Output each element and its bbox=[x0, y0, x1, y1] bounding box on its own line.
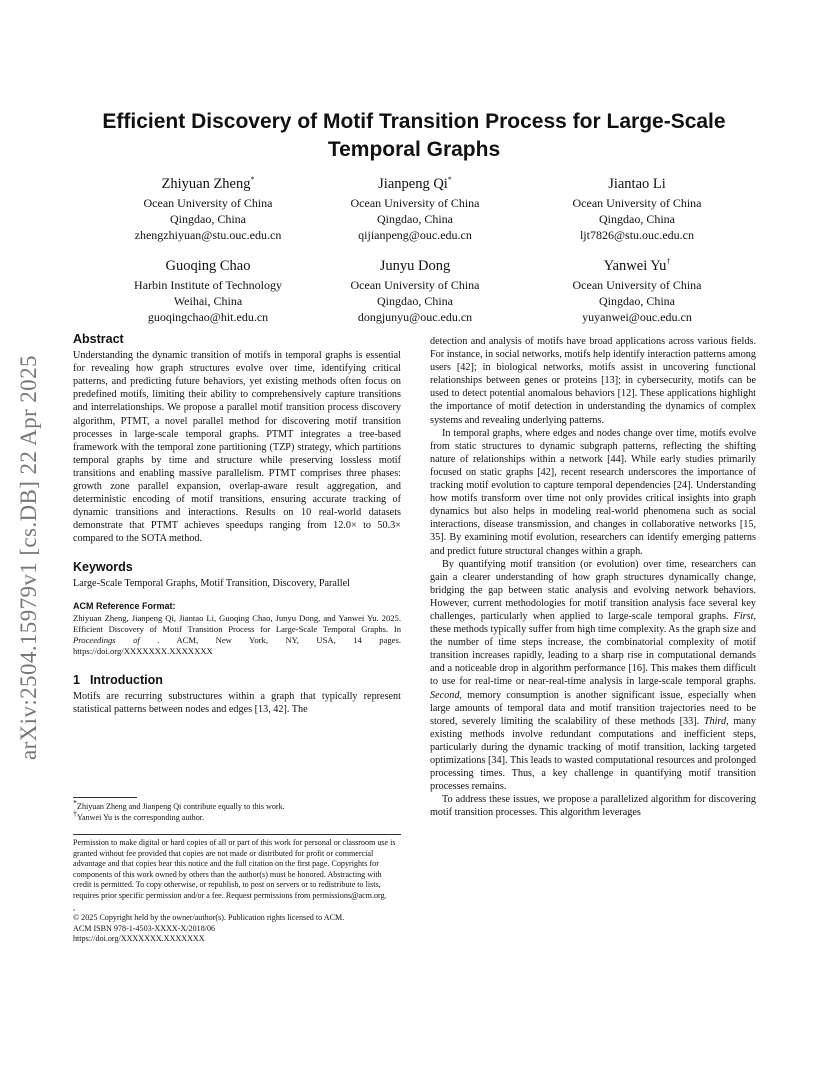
isbn-line: ACM ISBN 978-1-4503-XXXX-X/2018/06 bbox=[73, 923, 216, 933]
author-location: Qingdao, China bbox=[377, 294, 453, 308]
keywords-text: Large-Scale Temporal Graphs, Motif Transition, Discovery, Parallel bbox=[73, 577, 350, 589]
arxiv-stamp: arXiv:2504.15979v1 [cs.DB] 22 Apr 2025 bbox=[16, 355, 41, 760]
acm-ref-heading: ACM Reference Format: bbox=[73, 600, 176, 611]
author-location: Qingdao, China bbox=[599, 294, 675, 308]
author-email[interactable]: ljt7826@stu.ouc.edu.cn bbox=[579, 228, 695, 242]
permission-block bbox=[73, 838, 401, 945]
footnotes bbox=[73, 798, 401, 823]
abstract-text: Understanding the dynamic transition of motifs in temporal graphs is essential for revealing how graph structures evolve over time, identifying critical patterns, and predicting future behaviors, yet existing methods often focus on predefined motifs, limiting their ability to comprehensively capture transitions and interrelationships. We propose a parallel motif transition process discovery algorithm, PTMT, a novel parallel method for discovering motif transition processes in large-scale temporal graphs. PTMT integrates a tree-based framework with the temporal zone partitioning (TZP) strategy, which partitions temporal graphs by time and structure while preserving lossless motif transitions and enabling massive parallelism. PTMT comprises three phases: growth zone parallel expansion, overlap-aware result aggregation, and deterministic encoding of motif transitions, ensuring accurate tracking of dynamic transitions and interactions. Results on 10 real-world datasets demonstrate that PTMT achieves speedups ranging from 12.0× to 50.3× compared to the SOTA method. bbox=[73, 350, 401, 545]
footnote-equal-contribution: Zhiyuan Zheng and Jianpeng Qi contribute equally to this work. bbox=[77, 802, 285, 811]
author-email[interactable]: qijianpeng@ouc.edu.cn bbox=[358, 228, 472, 242]
body-paragraph: detection and analysis of motifs have broad applications across various fields. For instance, in social networks, motifs help identify interaction patterns among users [42]; in biological networks, motifs assist in uncovering functional relationships between genes or proteins [13]; in cybersecurity, motifs can be used to detect potential anomalous behaviors [12]. These applications highlight the importance of motif detection in understanding the dynamics of complex systems and revealing underlying patterns. bbox=[430, 336, 756, 426]
equal-contribution-mark: * bbox=[447, 175, 452, 185]
footnote-corresponding: Yanwei Yu is the corresponding author. bbox=[77, 812, 205, 822]
acm-ref-text: Zhiyuan Zheng, Jianpeng Qi, Jiantao Li, Guoqing Chao, Junyu Dong, and Yanwei Yu. 2025. Efficient Discovery of Motif Transition Process for Large-Scale Temporal Graphs. In bbox=[73, 612, 401, 634]
author-email[interactable]: dongjunyu@ouc.edu.cn bbox=[357, 310, 473, 324]
intro-paragraph: Motifs are recurring substructures within a graph that typically represent statistical patterns between nodes and edges [13, 42]. The bbox=[73, 690, 401, 715]
author-affiliation: Harbin Institute of Technology bbox=[134, 278, 282, 292]
emphasis-third: Third bbox=[703, 715, 727, 727]
author-name: Yanwei Yu bbox=[603, 258, 667, 274]
body-text: , these methods typically suffer from high time complexity. As the graph size and the number of time steps increase, the combinatorial complexity of motif transition increases rapidly, leading to a sharp rise in computational demands and a noticeable drop in algorithm performance [16]. This makes them difficult to use for real-time or near-real-time analysis in large-scale temporal graphs. bbox=[430, 610, 756, 688]
permission-rule bbox=[73, 834, 401, 835]
section-heading-introduction bbox=[73, 674, 401, 687]
equal-contribution-mark: * bbox=[250, 175, 255, 185]
permission-notice: Permission to make digital or hard copies of all or part of this work for personal or classroom use is granted without fee provided that copies are not made or distributed for profit or commercial advantage and that copies bear this notice and the full citation on the first page. Copyrights for components of this work owned by others than the author(s) must be honored. Abstracting with credit is permitted. To copy otherwise, or republish, to post on servers or to redistribute to lists, requires prior specific permission and/or a fee. Request permissions from permissions@acm.org. bbox=[73, 838, 396, 900]
author-location: Qingdao, China bbox=[377, 212, 453, 226]
author-name: Zhiyuan Zheng bbox=[161, 176, 251, 192]
author-affiliation: Ocean University of China bbox=[572, 196, 702, 210]
author-block bbox=[98, 175, 318, 243]
author-name: Jianpeng Qi bbox=[378, 176, 448, 192]
body-text: , many existing methods involve redundant computations and inefficient steps, particularly during the dynamic tracking of motif transition, lacking targeted optimizations [34]. This leads to wasted computational resources and prolonged processing times. Thus, a key challenge in quantifying motif transition processes remains. bbox=[430, 715, 756, 793]
author-block bbox=[527, 175, 747, 243]
section-title: Introduction bbox=[89, 672, 163, 687]
author-name: Guoqing Chao bbox=[165, 258, 251, 274]
author-affiliation: Ocean University of China bbox=[572, 278, 702, 292]
author-name: Junyu Dong bbox=[379, 258, 451, 274]
keywords-heading: Keywords bbox=[73, 559, 133, 574]
footnote-rule bbox=[73, 797, 137, 798]
emphasis-second: Second bbox=[430, 689, 460, 701]
section-number: 1 bbox=[73, 672, 80, 687]
copyright-line: © 2025 Copyright held by the owner/author(s). Publication rights licensed to ACM. bbox=[73, 913, 345, 923]
author-email[interactable]: yuyanwei@ouc.edu.cn bbox=[582, 310, 692, 324]
author-location: Weihai, China bbox=[173, 294, 243, 308]
author-name: Jiantao Li bbox=[608, 176, 666, 192]
author-block bbox=[527, 257, 747, 325]
author-affiliation: Ocean University of China bbox=[143, 196, 273, 210]
body-text: By quantifying motif transition (or evolution) over time, researchers can gain a clearer understanding of how graph structures dynamically change, bridging the gap between static analysis and evolving network behaviors. However, current methodologies for motif transition analysis face several key challenges, particularly when applied to large-scale temporal graphs. bbox=[430, 558, 756, 622]
body-paragraph bbox=[430, 558, 756, 794]
left-column bbox=[73, 333, 401, 716]
conference-mark: , bbox=[73, 902, 76, 912]
emphasis-first: First bbox=[733, 610, 754, 622]
author-block bbox=[98, 257, 318, 325]
right-column bbox=[430, 335, 756, 819]
acm-ref-venue: Proceedings of bbox=[73, 635, 140, 646]
footnote-mark: † bbox=[73, 808, 77, 818]
author-affiliation: Ocean University of China bbox=[350, 278, 480, 292]
author-location: Qingdao, China bbox=[599, 212, 675, 226]
footnote-mark: * bbox=[73, 798, 77, 808]
acm-reference bbox=[73, 613, 401, 658]
author-block bbox=[305, 257, 525, 325]
body-paragraph: To address these issues, we propose a parallelized algorithm for discovering motif transition processes. This algorithm leverages bbox=[430, 794, 756, 819]
author-block bbox=[305, 175, 525, 243]
body-text: , memory consumption is another significant issue, especially when large amounts of temporal data and motif transition trajectories need to be stored, severely limiting the scalability of these methods [33]. bbox=[430, 689, 756, 727]
author-email[interactable]: zhengzhiyuan@stu.ouc.edu.cn bbox=[134, 228, 282, 242]
author-affiliation: Ocean University of China bbox=[350, 196, 480, 210]
author-location: Qingdao, China bbox=[170, 212, 246, 226]
body-paragraph: In temporal graphs, where edges and nodes change over time, motifs evolve from static structures to dynamic subgraph patterns, reflecting the shifting nature of relationships within a network [44]. While early studies primarily focused on static graphs [42], recent research underscores the importance of tracking motif evolution to capture temporal dependencies [24]. Understanding how motifs transform over time not only provides critical insights into graph dynamics but also helps in modeling real-world phenomena such as social interactions, disease transmission, and changes in collaborative networks [15, 35]. By examining motif evolution, researchers can identify emerging patterns and predict future structural changes within a graph. bbox=[430, 427, 756, 557]
doi-link[interactable]: https://doi.org/XXXXXXX.XXXXXXX bbox=[73, 934, 205, 944]
author-email[interactable]: guoqingchao@hit.edu.cn bbox=[147, 310, 269, 324]
paper-title: Efficient Discovery of Motif Transition Process for Large-Scale Temporal Graphs bbox=[102, 110, 726, 161]
abstract-heading: Abstract bbox=[73, 332, 124, 346]
corresponding-author-mark: † bbox=[666, 257, 671, 267]
acm-ref-rest: . ACM, New York, NY, USA, 14 pages. https://doi.org/XXXXXXX.XXXXXXX bbox=[73, 635, 401, 657]
